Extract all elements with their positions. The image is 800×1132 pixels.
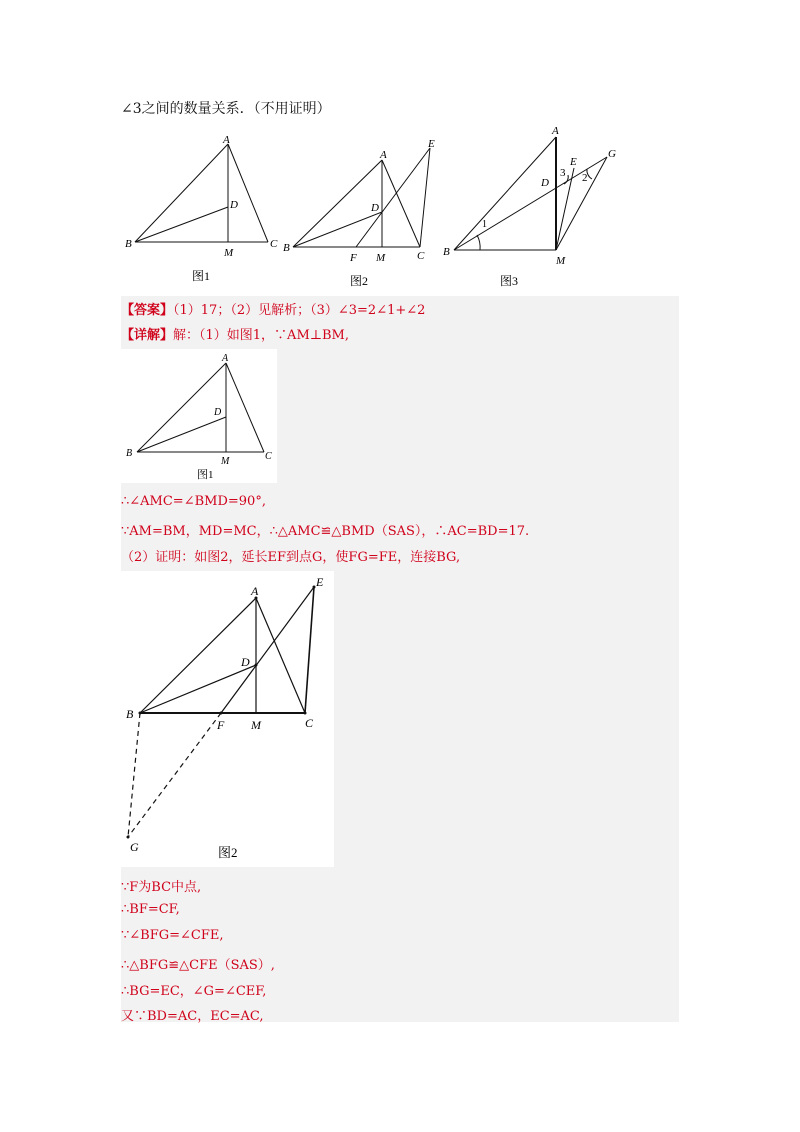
fig2-caption: 图2 bbox=[350, 274, 369, 288]
detail-fig2-label-f: F bbox=[217, 718, 225, 732]
fig1-label-c: C bbox=[270, 238, 278, 250]
fig2-label-b: B bbox=[283, 242, 290, 254]
fig3-angle-3: 3 bbox=[560, 167, 566, 179]
part2-line-6: 又∵BD=AC，EC=AC, bbox=[121, 1009, 264, 1024]
detail-tag: 【详解】 bbox=[121, 328, 174, 343]
part2-line-4: ∴△BFG≌△CFE（SAS）, bbox=[121, 958, 275, 973]
part2-line-1: ∵F为BC中点, bbox=[121, 880, 202, 895]
detail-fig2-label-d: D bbox=[241, 655, 250, 669]
detail-fig1-label-d: D bbox=[214, 407, 222, 418]
fig3-label-a: A bbox=[552, 125, 559, 137]
fig1-label-a: A bbox=[223, 134, 230, 146]
detail-intro-line bbox=[121, 324, 349, 343]
top-figure-2 bbox=[280, 135, 450, 295]
detail-figure-1-box bbox=[121, 349, 277, 483]
answer-body: （1）17；（2）见解析；（3）∠3=2∠1+∠2 bbox=[173, 303, 426, 318]
fig3-label-d: D bbox=[541, 177, 549, 189]
detail-fig2-label-c: C bbox=[305, 716, 314, 730]
part1-line-2: ∵AM=BM，MD=MC，∴△AMC≌△BMD（SAS），∴AC=BD=17. bbox=[121, 524, 530, 539]
fig1-label-m: M bbox=[224, 247, 234, 259]
question-tail-text: ∠3之间的数量关系．（不用证明） bbox=[121, 101, 331, 117]
fig2-label-e: E bbox=[428, 138, 435, 150]
answer-tag: 【答案】 bbox=[121, 303, 174, 318]
detail-figure-2 bbox=[121, 571, 334, 867]
detail-fig1-caption: 图1 bbox=[197, 469, 214, 481]
detail-fig1-label-c: C bbox=[265, 451, 272, 462]
fig2-label-m: M bbox=[376, 252, 386, 264]
detail-fig2-label-g: G bbox=[130, 840, 139, 854]
part2-line-5: ∴BG=EC，∠G=∠CEF, bbox=[121, 984, 267, 999]
fig2-label-a: A bbox=[380, 149, 387, 161]
detail-fig2-caption: 图2 bbox=[218, 845, 238, 860]
fig1-label-b: B bbox=[125, 238, 132, 250]
top-figure-3 bbox=[440, 120, 630, 295]
detail-fig2-label-e: E bbox=[316, 575, 324, 589]
part2-line-2: ∴BF=CF, bbox=[121, 902, 180, 917]
fig3-angle-1: 1 bbox=[482, 219, 487, 230]
top-figure-1 bbox=[120, 130, 290, 290]
detail-intro: 解：（1）如图1，∵AM⊥BM, bbox=[173, 328, 349, 343]
fig3-label-e: E bbox=[570, 156, 577, 168]
part2-line-3: ∵∠BFG=∠CFE, bbox=[121, 928, 224, 943]
fig1-caption: 图1 bbox=[192, 269, 211, 283]
part2-intro-line: （2）证明：如图2，延长EF到点G，使FG=FE，连接BG, bbox=[121, 550, 461, 565]
fig2-label-f: F bbox=[350, 252, 357, 264]
fig2-label-d: D bbox=[371, 202, 379, 214]
part1-line-1: ∴∠AMC=∠BMD=90°, bbox=[121, 494, 266, 509]
detail-fig2-label-b: B bbox=[126, 707, 134, 721]
detail-figure-1 bbox=[121, 349, 277, 483]
fig3-label-b: B bbox=[443, 246, 450, 258]
detail-fig1-label-a: A bbox=[222, 353, 229, 364]
fig2-label-c: C bbox=[417, 250, 425, 262]
fig1-label-d: D bbox=[230, 199, 238, 211]
detail-fig1-label-b: B bbox=[126, 448, 133, 459]
fig3-label-m: M bbox=[556, 255, 566, 267]
fig3-caption: 图3 bbox=[500, 274, 519, 288]
fig3-label-g: G bbox=[608, 148, 616, 160]
detail-figure-2-box bbox=[121, 571, 334, 867]
answer-line bbox=[121, 299, 425, 318]
detail-fig1-label-m: M bbox=[221, 456, 230, 467]
detail-fig2-label-m: M bbox=[251, 718, 261, 732]
detail-fig2-label-a: A bbox=[251, 584, 259, 598]
fig3-angle-2: 2 bbox=[582, 172, 588, 184]
